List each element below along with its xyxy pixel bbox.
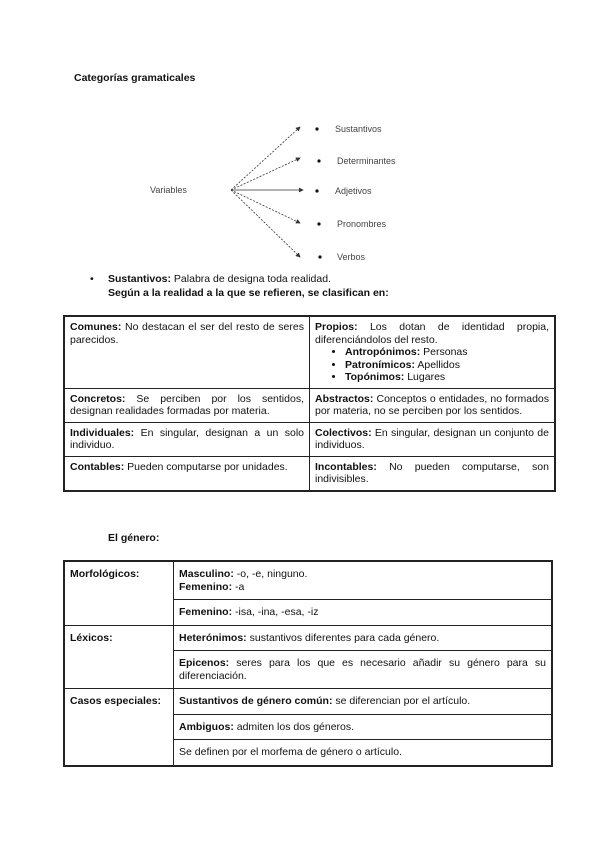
diagram-target-adjetivos: Adjetivos [335,186,372,196]
table-row [64,561,552,600]
list-item: • Patronímicos: Apellidos [345,359,549,372]
sustantivos-definition [90,272,389,300]
categories-diagram [140,115,430,270]
definition: Palabra de designa toda realidad. [171,273,331,285]
table-row [64,316,555,388]
table-cell: Epicenos: seres para los que es necesario añadir su género para su diferenciación. [174,651,553,689]
classification-subtitle: Según a la realidad a la que se refieren, se clasifican en: [108,287,389,299]
table-cell [310,456,556,491]
category-morfologicos: Morfológicos: [64,561,174,625]
table-row [64,422,555,456]
table-row [64,689,552,715]
table-row [64,388,555,422]
definition: No destacan el ser del resto de seres parecidos. [70,321,304,346]
definition: No pueden computarse, son indivisibles. [315,460,549,485]
table-cell: Masculino: -o, -e, ninguno. Femenino: -a [174,561,553,600]
definition: Se perciben por los sentidos, designan realidades formadas por materia. [70,392,304,417]
definition: Conceptos o entidades, no formados por materia, no se perciben por los sentidos. [315,392,549,417]
list-item: • Antropónimos: Personas [345,346,549,359]
bullet-dot [315,127,318,130]
arrow-verbos [231,190,300,257]
genero-heading: El género: [108,532,160,544]
term: Contables: [70,460,125,473]
table-cell [64,456,310,491]
table-cell [64,388,310,422]
arrow-determinantes [231,158,300,190]
table-cell: Ambiguos: admiten los dos géneros. [174,714,553,740]
diagram-target-verbos: Verbos [337,252,366,262]
definition: Pueden computarse por unidades. [124,460,288,473]
table-row [64,456,555,491]
term: Comunes: [70,321,122,333]
diagram-target-determinantes: Determinantes [337,156,396,166]
definition: Los dotan de identidad propia, diferenciándolos del resto. [315,321,549,346]
definition: En singular, designan un conjunto de individuos. [315,426,549,451]
term: Incontables: [315,460,377,473]
list-item: • Topónimos: Lugares [345,371,549,384]
diagram-source-label: Variables [150,185,187,195]
bullet-dot [318,255,321,258]
diagram-target-pronombres: Pronombres [337,219,387,229]
sustantivos-classification-table [63,315,556,492]
table-cell: Sustantivos de género común: se diferencian por el artículo. [174,689,553,715]
term: Concretos: [70,392,126,405]
definition: En singular, designan a un solo individuo. [70,426,304,451]
table-cell [310,422,556,456]
table-cell: Se definen por el morfema de género o artículo. [174,740,553,766]
subitem-list [315,346,549,384]
bullet-dot [315,189,318,192]
arrow-pronombres [231,190,300,223]
category-casos-especiales: Casos especiales: [64,689,174,766]
genero-table [63,560,553,767]
table-cell [64,316,310,388]
bullet-icon: • [90,273,94,285]
term: Abstractos: [315,392,374,405]
term: Colectivos: [315,426,372,439]
bullet-dot [317,222,320,225]
table-row [64,625,552,651]
bullet-dot [317,159,320,162]
term: Individuales: [70,426,135,439]
page-title: Categorías gramaticales [74,72,196,84]
category-lexicos: Léxicos: [64,625,174,689]
diagram-target-sustantivos: Sustantivos [335,124,382,134]
table-cell [310,316,556,388]
term: Propios: [315,321,358,333]
table-cell: Heterónimos: sustantivos diferentes para cada género. [174,625,553,651]
table-cell: Femenino: -isa, -ina, -esa, -iz [174,600,553,626]
arrow-sustantivos [231,127,300,190]
table-cell [310,388,556,422]
table-cell [64,422,310,456]
term: Sustantivos: [108,273,172,285]
